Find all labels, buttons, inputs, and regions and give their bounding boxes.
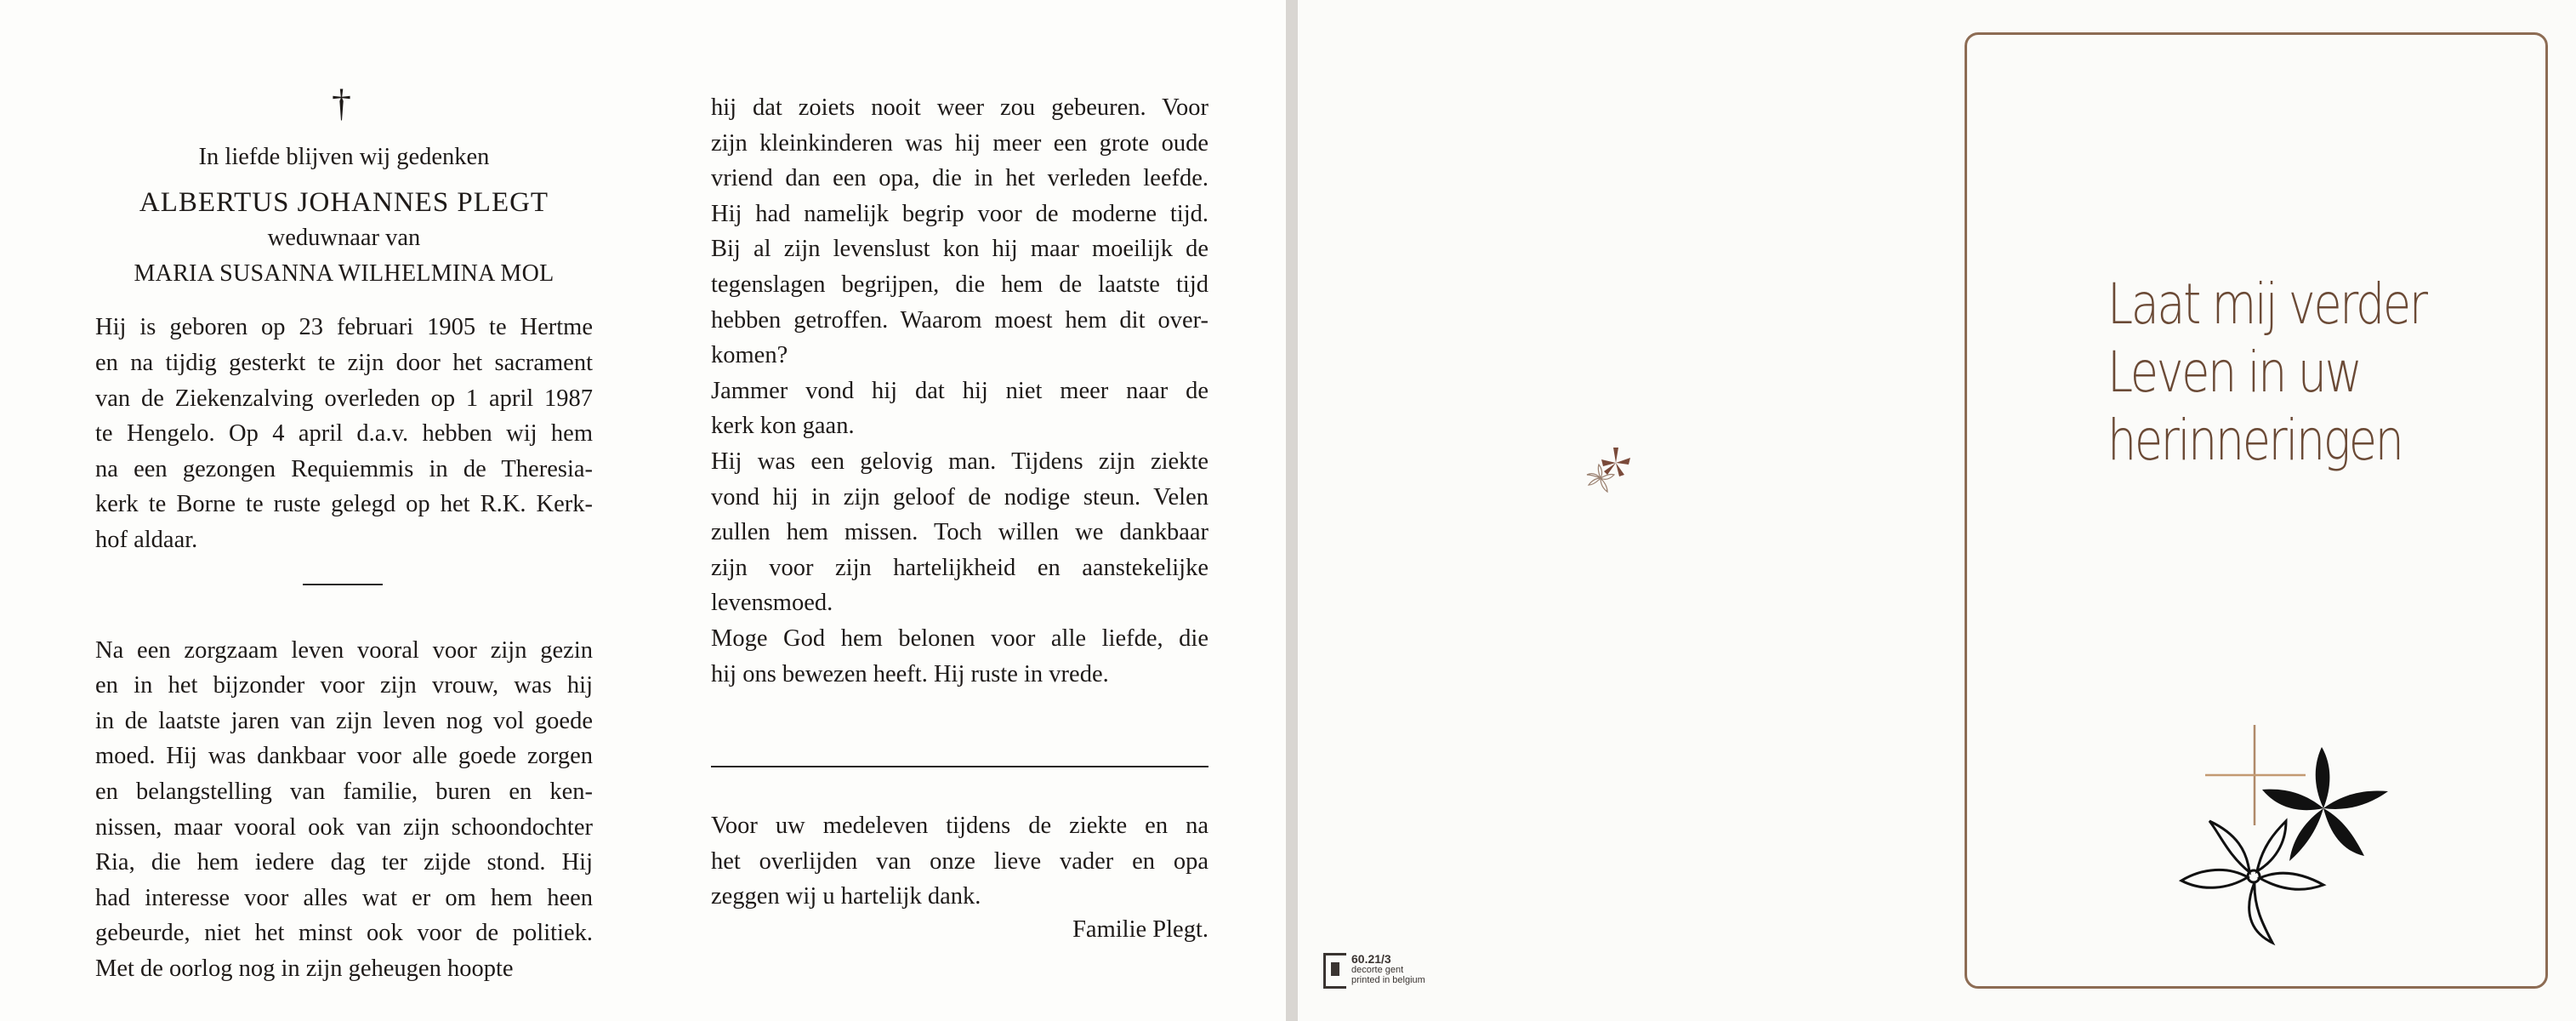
text-line: Hij is geboren op 23 februari 1905 te Hertme <box>95 314 593 341</box>
text-line: vriend dan een opa, die in het verleden leefde. <box>711 165 1208 192</box>
text-line: Jammer vond hij dat hij niet meer naar de <box>711 377 1208 404</box>
text-line: hebben getroffen. Waarom moest hem dit over- <box>711 306 1208 334</box>
cross-and-flowers-icon <box>2177 706 2398 953</box>
text-line: Met de oorlog nog in zijn geheugen hoopte <box>95 955 514 982</box>
text-line: zullen hem missen. Toch willen we dankbaar <box>711 519 1208 546</box>
paragraph-biography <box>95 310 593 557</box>
text-line: hof aldaar. <box>95 526 198 553</box>
text-line: levensmoed. <box>711 590 833 617</box>
small-flower-icon <box>1578 442 1638 502</box>
text-line: had interesse voor alles wat er om hem heen <box>95 884 593 911</box>
cross-icon: † <box>332 81 351 124</box>
printer-code: 60.21/3 <box>1351 952 1391 966</box>
paragraph <box>711 90 1208 374</box>
paragraph <box>711 444 1208 621</box>
text-line: en in het bijzonder voor zijn vrouw, was hij <box>95 672 593 699</box>
text-line: nissen, maar vooral ook van zijn schoondochter <box>95 813 593 841</box>
front-cover-title <box>2107 271 2496 475</box>
text-line: zeggen wij u hartelijk dank. <box>711 883 981 910</box>
text-line: hij ons bewezen heeft. Hij ruste in vrede. <box>711 660 1109 687</box>
relation-text: weduwnaar van <box>267 225 421 252</box>
spouse-name: MARIA SUSANNA WILHELMINA MOL <box>134 260 554 287</box>
paragraph <box>711 374 1208 444</box>
title-line: Leven in uw <box>2107 339 2361 405</box>
text-line: na een gezongen Requiemmis in de Theresia- <box>95 455 593 482</box>
title-line: Laat mij verder <box>2107 271 2426 337</box>
text-line: Bij al zijn levenslust kon hij maar moeilijk de <box>711 236 1208 263</box>
printer-imprint <box>1323 953 1425 989</box>
printer-name: decorte gent <box>1351 965 1404 975</box>
text-line: zijn kleinkinderen was hij meer een grote oude <box>711 129 1208 157</box>
family-signature: Familie Plegt. <box>1072 916 1208 943</box>
text-line: vond hij in zijn geloof de nodige steun. Velen <box>711 483 1208 510</box>
text-line: Hij was een gelovig man. Tijdens zijn ziekte <box>711 448 1208 475</box>
text-line: te Hengelo. Op 4 april d.a.v. hebben wij hem <box>95 420 593 448</box>
text-line: het overlijden van onze lieve vader en opa <box>711 847 1208 875</box>
title-line: herinneringen <box>2107 408 2403 473</box>
text-line: Moge God hem belonen voor alle liefde, die <box>711 625 1208 652</box>
text-line: tegenslagen begrijpen, die hem de laatste tijd <box>711 271 1208 298</box>
text-line: komen? <box>711 342 788 369</box>
printer-logo-icon <box>1323 953 1346 989</box>
obituary-column-left <box>95 140 593 986</box>
intro-text: In liefde blijven wij gedenken <box>198 144 490 170</box>
text-line: van de Ziekenzalving overleden op 1 april 1987 <box>95 385 593 412</box>
text-line: Voor uw medeleven tijdens de ziekte en na <box>711 813 1208 839</box>
deceased-name: ALBERTUS JOHANNES PLEGT <box>139 186 549 218</box>
text-line: en na tijdig gesterkt te zijn door het sacrament <box>95 349 593 376</box>
text-line: kerk kon gaan. <box>711 413 855 440</box>
text-line: Ria, die hem iedere dag ter zijde stond. Hij <box>95 849 593 876</box>
text-line: hij dat zoiets nooit weer zou gebeuren. Voor <box>711 94 1208 121</box>
text-line: Hij had namelijk begrip voor de moderne tijd. <box>711 200 1208 227</box>
paragraph <box>711 621 1208 692</box>
text-line: zijn voor zijn hartelijkheid en aanstekelijke <box>711 554 1208 581</box>
printer-note: printed in belgium <box>1351 975 1425 985</box>
text-line: kerk te Borne te ruste gelegd op het R.K. Kerk- <box>95 491 593 518</box>
thanks-text <box>711 808 1208 915</box>
text-line: gebeurde, niet het minst ook voor de politiek. <box>95 920 593 947</box>
text-line: in de laatste jaren van zijn leven nog vol goede <box>95 707 593 734</box>
paragraph-life <box>95 633 593 987</box>
text-line: en belangstelling van familie, buren en ken- <box>95 778 593 805</box>
card-inside-page <box>0 0 1286 1021</box>
obituary-column-middle <box>711 90 1208 692</box>
divider-short <box>303 584 383 585</box>
divider-long <box>711 766 1208 767</box>
text-line: moed. Hij was dankbaar voor alle goede zorgen <box>95 743 593 770</box>
text-line: Na een zorgzaam leven vooral voor zijn gezin <box>95 636 593 664</box>
